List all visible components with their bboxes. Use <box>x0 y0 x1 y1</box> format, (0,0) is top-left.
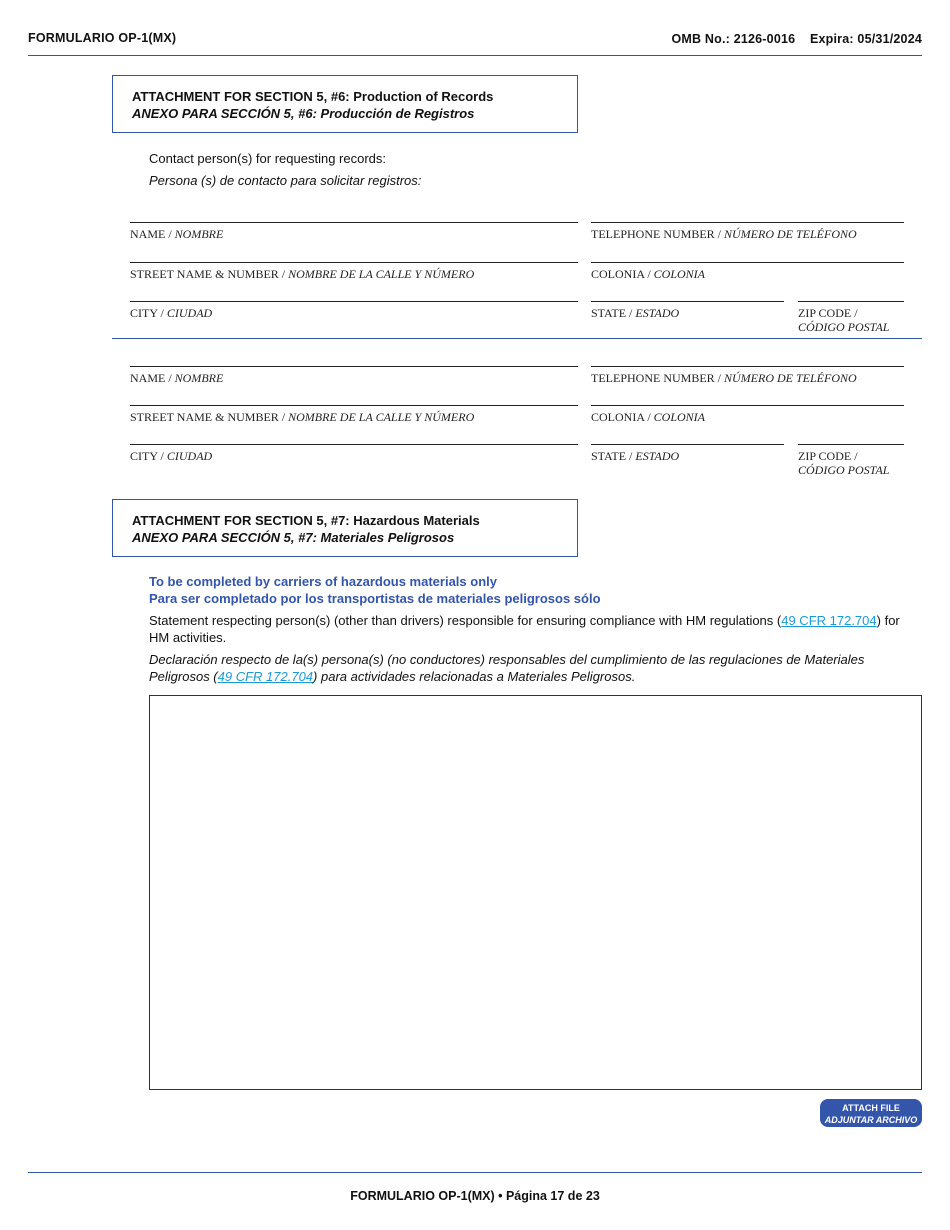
colonia-label-es: COLONIA <box>653 267 706 281</box>
contact2-colonia-field[interactable] <box>591 405 904 443</box>
hm-statement-es <box>149 651 909 685</box>
phone-label-en: TELEPHONE NUMBER / <box>591 227 724 241</box>
street-label-en: STREET NAME & NUMBER / <box>130 267 289 281</box>
contact1-state-field[interactable] <box>591 301 784 335</box>
footer-divider <box>28 1172 922 1173</box>
street-label-es: NOMBRE DE LA CALLE Y NÚMERO <box>288 410 475 424</box>
phone-label-es: NÚMERO DE TELÉFONO <box>724 227 857 241</box>
header-divider <box>28 55 922 56</box>
contact2-zip-field[interactable] <box>798 444 904 480</box>
zip-label-en: ZIP CODE / <box>798 306 858 320</box>
cfr-link-en[interactable]: 49 CFR 172.704 <box>781 613 877 628</box>
street-label-es: NOMBRE DE LA CALLE Y NÚMERO <box>288 267 475 281</box>
contact-label-es: Persona (s) de contacto para solicitar registros: <box>149 173 422 188</box>
contact1-street-field[interactable] <box>130 262 578 300</box>
city-label-en: CITY / <box>130 449 167 463</box>
hm-note-en: To be completed by carriers of hazardous materials only <box>149 574 497 589</box>
contact1-name-field[interactable] <box>130 222 578 260</box>
form-name: FORMULARIO OP-1(MX) <box>28 31 177 45</box>
hm-statement-es-text: Declaración respecto de la(s) persona(s) (no conductores) responsables del cumplimiento de las regulaciones de Materiales Peligrosos ( <box>149 652 865 684</box>
section6-title-es: ANEXO PARA SECCIÓN 5, #6: Producción de Registros <box>132 106 475 121</box>
section7-title-box <box>112 499 578 557</box>
street-label-en: STREET NAME & NUMBER / <box>130 410 289 424</box>
colonia-label-en: COLONIA / <box>591 267 654 281</box>
name-label-en: NAME / <box>130 227 175 241</box>
contact1-zip-field[interactable] <box>798 301 904 335</box>
zip-label-es: CÓDIGO POSTAL <box>798 320 890 334</box>
phone-label-en: TELEPHONE NUMBER / <box>591 371 724 385</box>
contact1-city-field[interactable] <box>130 301 578 335</box>
expiration-date: Expira: 05/31/2024 <box>809 32 922 46</box>
contact2-state-field[interactable] <box>591 444 784 480</box>
contact2-city-field[interactable] <box>130 444 578 480</box>
contact-divider <box>112 338 922 339</box>
attach-file-label-es: ADJUNTAR ARCHIVO <box>824 1115 918 1125</box>
contact2-name-field[interactable] <box>130 366 578 404</box>
contact2-street-field[interactable] <box>130 405 578 443</box>
name-label-es: NOMBRE <box>174 371 224 385</box>
contact1-phone-field[interactable] <box>591 222 904 260</box>
state-label-es: ESTADO <box>635 306 680 320</box>
page-footer: FORMULARIO OP-1(MX) • Página 17 de 23 <box>350 1189 600 1203</box>
hm-statement-en <box>149 612 909 646</box>
zip-label-es: CÓDIGO POSTAL <box>798 463 890 477</box>
section7-title-es: ANEXO PARA SECCIÓN 5, #7: Materiales Peligrosos <box>132 530 455 545</box>
name-label-en: NAME / <box>130 371 175 385</box>
state-label-es: ESTADO <box>635 449 680 463</box>
phone-label-es: NÚMERO DE TELÉFONO <box>724 371 857 385</box>
section7-title-en: ATTACHMENT FOR SECTION 5, #7: Hazardous Materials <box>132 513 480 528</box>
attach-file-label-en: ATTACH FILE <box>842 1103 900 1113</box>
attach-file-button[interactable] <box>820 1099 922 1127</box>
hm-statement-en-text: Statement respecting person(s) (other than drivers) responsible for ensuring compliance with HM regulations ( <box>149 613 782 628</box>
cfr-link-es[interactable]: 49 CFR 172.704 <box>217 669 314 684</box>
name-label-es: NOMBRE <box>174 227 224 241</box>
zip-label-en: ZIP CODE / <box>798 449 858 463</box>
state-label-en: STATE / <box>591 306 636 320</box>
contact2-phone-field[interactable] <box>591 366 904 404</box>
hm-statement-en-text-end: ) for HM activities. <box>149 613 900 645</box>
colonia-label-es: COLONIA <box>653 410 706 424</box>
omb-number: OMB No.: 2126-0016 <box>671 32 796 46</box>
hm-statement-es-text-end: ) para actividades relacionadas a Materiales Peligrosos. <box>313 669 636 684</box>
city-label-es: CIUDAD <box>166 306 213 320</box>
city-label-en: CITY / <box>130 306 167 320</box>
section6-title-en: ATTACHMENT FOR SECTION 5, #6: Production of Records <box>132 89 494 104</box>
omb-info <box>671 32 922 46</box>
hm-statement-textarea[interactable] <box>149 695 922 1090</box>
section6-title-box <box>112 75 578 133</box>
hm-note-es: Para ser completado por los transportistas de materiales peligrosos sólo <box>149 591 601 606</box>
contact1-colonia-field[interactable] <box>591 262 904 300</box>
colonia-label-en: COLONIA / <box>591 410 654 424</box>
contact-label-en: Contact person(s) for requesting records: <box>149 151 386 166</box>
state-label-en: STATE / <box>591 449 636 463</box>
city-label-es: CIUDAD <box>166 449 213 463</box>
